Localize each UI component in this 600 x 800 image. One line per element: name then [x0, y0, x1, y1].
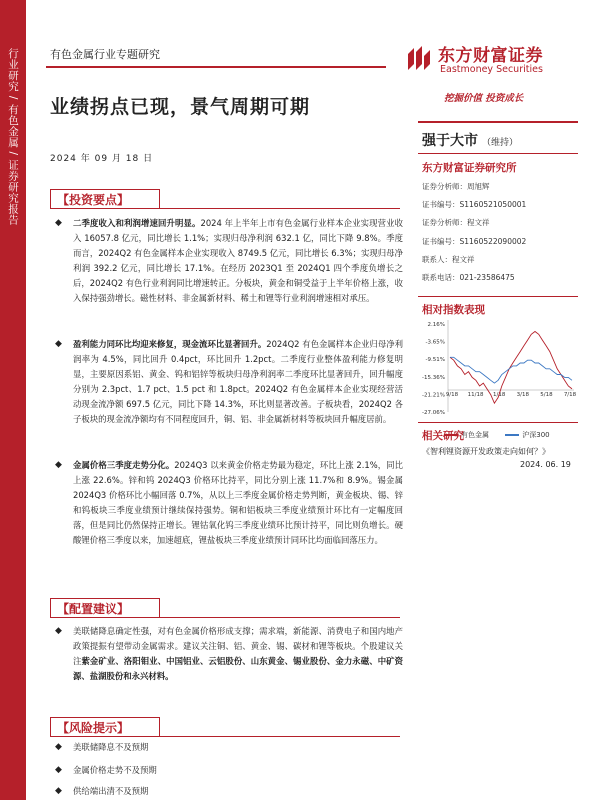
config-point-stocks: 紫金矿业、洛阳钼业、中国铝业、云铝股份、山东黄金、锡业股份、金力永磁、中矿资源、盐湖股份和永兴材料。	[73, 655, 404, 681]
brand-logo-icon	[404, 44, 434, 74]
invest-point	[55, 458, 403, 547]
x-tick-label: 5/18	[540, 392, 553, 398]
risk-point-text: 美联储降息不及预期	[73, 742, 149, 752]
relative-index-chart	[418, 316, 578, 426]
x-tick-label: 9/18	[445, 392, 459, 398]
section-divider	[50, 617, 400, 618]
invest-point-text: 2024Q2 有色金属样本企业归母净利润率为 4.5%，同比回升 0.4pct，环比回升 1.2pct。二季度行业整体盈利能力修复明显，主要原因系铝、黄金、钨和铝锌等板块归母净利润率二季度环比显著回升，回升幅度分别为 2.3pct、1.7 pct、1.5 pct 和 1.8pct。2024Q2 有色金属样本企业实现经营活动现金流净额 697.5 亿元，同比下降 14.3%，环比则显著改善。子板块看，2024Q2 各子板块的现金流净额均有不同程度回升，铜、铝、非金属新材料等板块回升幅度居前。	[73, 339, 403, 424]
report-date: 2024 年 09 月 18 日	[50, 154, 154, 164]
brand-name-cn: 东方财富证券	[438, 46, 543, 66]
rating	[422, 130, 518, 150]
y-tick-label: -15.36%	[422, 374, 445, 381]
y-tick-label: 2.16%	[427, 322, 445, 328]
rating-divider	[418, 121, 578, 123]
brand-name-en: Eastmoney Securities	[440, 64, 543, 75]
diamond-bullet-icon: ◆	[55, 218, 62, 228]
x-tick-label: 11/18	[467, 392, 484, 398]
rating-status: （维持）	[482, 138, 519, 148]
sidebar	[0, 0, 26, 800]
diamond-bullet-icon: ◆	[55, 765, 62, 775]
brand-slogan: 挖掘价值 投资成长	[444, 93, 524, 104]
section-risk-header	[50, 717, 160, 737]
brand-logo	[404, 42, 574, 78]
section-divider	[50, 736, 400, 737]
related-item-link[interactable]: 《智利锂资源开发政策走向如何？》	[422, 447, 550, 456]
y-tick-label: -21.21%	[422, 392, 445, 399]
risk-point	[55, 763, 403, 778]
section-config-title: 【配置建议】	[57, 602, 130, 616]
analyst-line: 证书编号：S1160522090002	[422, 236, 527, 246]
report-type: 有色金属行业专题研究	[50, 48, 160, 61]
institute-name: 东方财富证券研究所	[422, 162, 517, 174]
invest-point-text: 2024 年上半年上市有色金属行业样本企业实现营业收入 16057.8 亿元，同比增长 1.1%；实现归母净利润 632.1 亿，同比下降 9.8%。季度而言，2024Q2 有色金属样本企业实现收入 8749.5 亿元，同比增长 6.3%；实现归母净利润 392.2 亿元，同比增长 17.1%。在经历 2023Q1 至 2024Q1 四个季度负增长之后，2024Q2 有色行业利润同比增速转正。分板块，黄金和铜受益于上半年价格上涨，收入保持强劲增长。磁性材料、非金属新材料、稀土和锂等行业利润增速相对承压。	[73, 218, 403, 303]
diamond-bullet-icon: ◆	[55, 786, 62, 796]
x-tick-label: 3/18	[516, 392, 529, 398]
diamond-bullet-icon: ◆	[55, 460, 62, 470]
rating-label: 强于大市	[422, 133, 478, 149]
invest-point	[55, 337, 403, 426]
institute-divider	[418, 153, 578, 154]
section-config-header	[50, 598, 160, 618]
invest-point	[55, 216, 403, 305]
invest-point-lead: 盈利能力同环比均迎来修复，现金流环比显著回升。	[73, 339, 267, 349]
related-item-date: 2024. 06. 19	[520, 460, 571, 469]
invest-point-lead: 金属价格三季度走势分化。	[73, 460, 175, 470]
legend-swatch	[505, 434, 519, 436]
section-invest-title: 【投资要点】	[57, 193, 130, 207]
invest-point-text: 2024Q3 以来黄金价格走势最为稳定，环比上涨 2.1%，同比上涨 22.6%。锌和钨 2024Q3 价格环比持平，同比分别上涨 11.7%和 8.9%。锡金属 2024Q3 价格环比小幅回落 0.7%，从以上三季度金属价格走势判断，黄金板块、锡、锌和钨板块三季度业绩预计继续保持强势。铜和铝板块三季度业绩预计环比有一定幅度回落，但是同比仍然保持正增长。锂钴氧化钨三季度业绩环比预计持平，同比则负增长。硬酸锂价格三季度以来，加速超底，锂盐板块三季度业绩预计同环比均面临回落压力。	[73, 460, 403, 545]
x-tick-label: 1/18	[493, 392, 506, 398]
section-invest-header	[50, 189, 160, 209]
risk-point	[55, 784, 403, 799]
sidebar-label: 行业研究 / 有色金属 / 证券研究报告	[7, 48, 19, 226]
chart-divider	[418, 296, 578, 297]
related-divider	[418, 422, 578, 423]
diamond-bullet-icon: ◆	[55, 339, 62, 349]
related-title: 相关研究	[422, 430, 464, 442]
risk-point	[55, 740, 403, 755]
legend-label: 沪深300	[522, 431, 550, 439]
x-tick-label: 7/18	[563, 392, 577, 398]
page-title: 业绩拐点已现，景气周期可期	[50, 96, 311, 118]
chart-title: 相对指数表现	[422, 304, 485, 316]
y-tick-label: -27.06%	[422, 410, 445, 416]
risk-point-text: 供给端出清不及预期	[73, 786, 149, 796]
analyst-line: 证券分析师：周旭辉	[422, 182, 490, 191]
diamond-bullet-icon: ◆	[55, 626, 62, 636]
risk-point-text: 金属价格走势不及预期	[73, 765, 157, 775]
header-divider	[46, 66, 386, 68]
y-tick-label: -9.51%	[425, 357, 445, 364]
config-point-text: 美联储降息确定性强，对有色金属价格形成支撑；需求端，新能源、消费电子和国内地产政策提振有望带动金属需求。建议关注铜、铝、黄金、锡、碳材和锂等板块。个股建议关注	[73, 626, 403, 666]
invest-point-lead: 二季度收入和利润增速回升明显。	[73, 218, 201, 228]
y-tick-label: -3.65%	[425, 339, 445, 346]
diamond-bullet-icon: ◆	[55, 742, 62, 752]
analyst-info	[422, 180, 582, 289]
section-risk-title: 【风险提示】	[57, 721, 130, 735]
analyst-line: 联系电话：021-23586475	[422, 272, 515, 282]
analyst-line: 联系人：程文祥	[422, 254, 475, 264]
section-divider	[50, 208, 400, 209]
legend-label: 有色金属	[461, 431, 489, 439]
analyst-line: 证券分析师：程文祥	[422, 218, 490, 228]
analyst-line: 证书编号：S1160521050001	[422, 200, 527, 210]
config-point	[55, 624, 403, 684]
